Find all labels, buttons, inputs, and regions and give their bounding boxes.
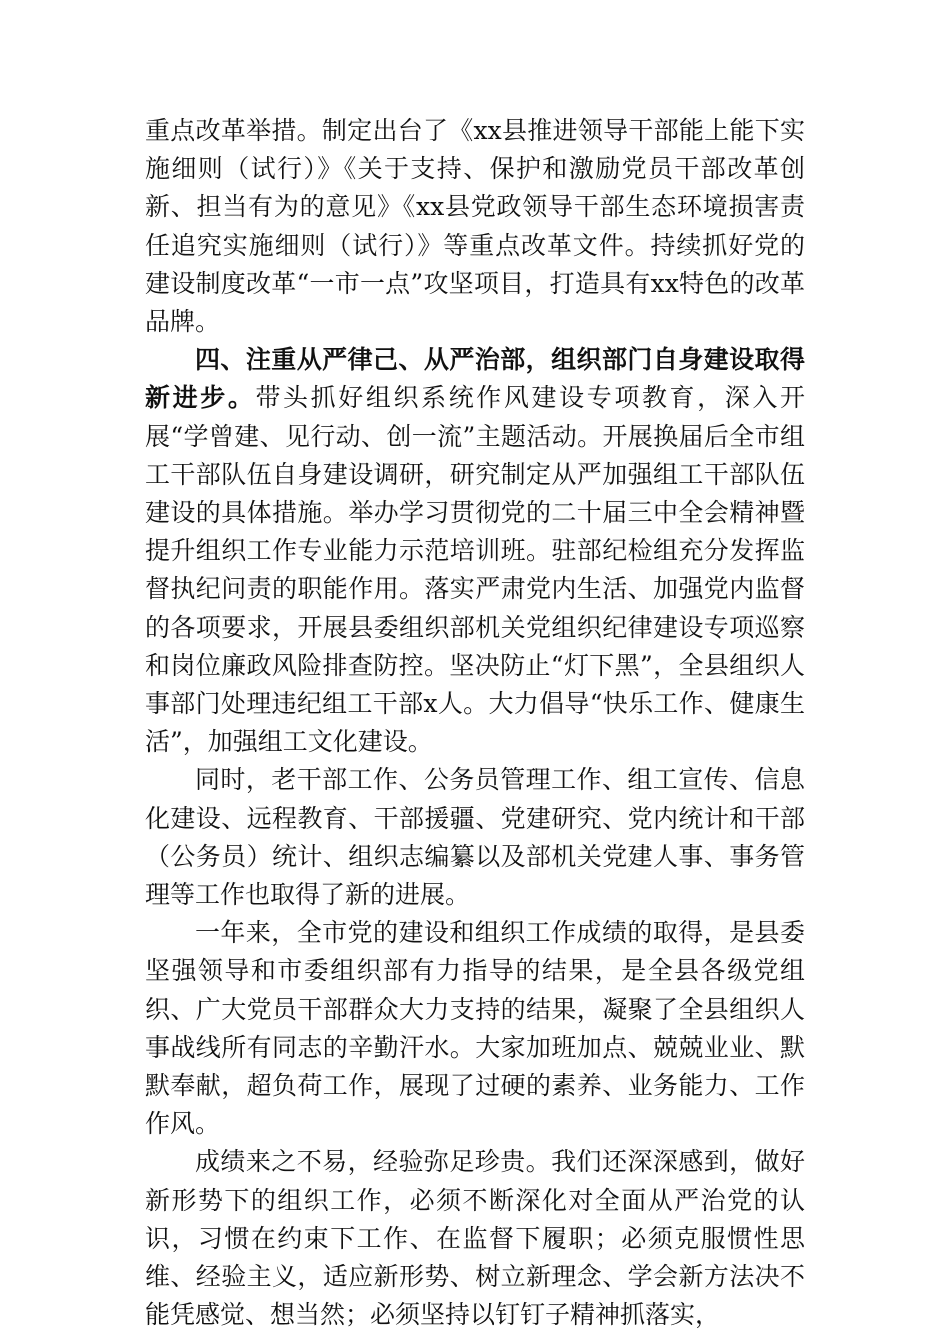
document-page xyxy=(145,112,805,1335)
paragraph-self-building xyxy=(145,341,805,761)
paragraph-text: 同时，老干部工作、公务员管理工作、组工宣传、信息化建设、远程教育、干部援疆、党建研究、党内统计和干部（公务员）统计、组织志编纂以及部机关党建人事、事务管理等工作也取得了新的进展。 xyxy=(145,765,805,910)
paragraph-other-work xyxy=(145,761,805,914)
paragraph-text: 一年来，全市党的建设和组织工作成绩的取得，是县委坚强领导和市委组织部有力指导的结果，是全县各级党组织、广大党员干部群众大力支持的结果，凝聚了全县组织人事战线所有同志的辛勤汗水。大家加班加点、兢兢业业、默默奉献，超负荷工作，展现了过硬的素养、业务能力、工作作风。 xyxy=(145,918,805,1139)
paragraph-text: 带头抓好组织系统作风建设专项教育，深入开展“学曾建、见行动、创一流”主题活动。开展换届后全市组工干部队伍自身建设调研，研究制定从严加强组工干部队伍建设的具体措施。举办学习贯彻党的二十届三中全会精神暨提升组织工作专业能力示范培训班。驻部纪检组充分发挥监督执纪问责的职能作用。落实严肃党内生活、加强党内监督的各项要求，开展县委组织部机关党组织纪律建设专项巡察和岗位廉政风险排查防控。坚决防止“灯下黑”，全县组织人事部门处理违纪组工干部x人。大力倡导“快乐工作、健康生活”，加强组工文化建设。 xyxy=(145,383,805,757)
paragraph-text: 重点改革举措。制定出台了《xx县推进领导干部能上能下实施细则（试行）》《关于支持、保护和激励党员干部改革创新、担当有为的意见》《xx县党政领导干部生态环境损害责任追究实施细则（试行）》等重点改革文件。持续抓好党的建设制度改革“一市一点”攻坚项目，打造具有xx特色的改革品牌。 xyxy=(145,116,805,337)
paragraph-experience xyxy=(145,1143,805,1334)
paragraph-year-summary xyxy=(145,914,805,1143)
paragraph-reform-measures xyxy=(145,112,805,341)
paragraph-text: 成绩来之不易，经验弥足珍贵。我们还深深感到，做好新形势下的组织工作，必须不断深化对全面从严治党的认识，习惯在约束下工作、在监督下履职；必须克服惯性思维、经验主义，适应新形势、树立新理念、学会新方法决不能凭感觉、想当然；必须坚持以钉钉子精神抓落实， xyxy=(145,1147,805,1330)
section-heading: 四、注重从严律己、从严治部，组织部门自身建设取得新进步。 xyxy=(145,345,805,413)
